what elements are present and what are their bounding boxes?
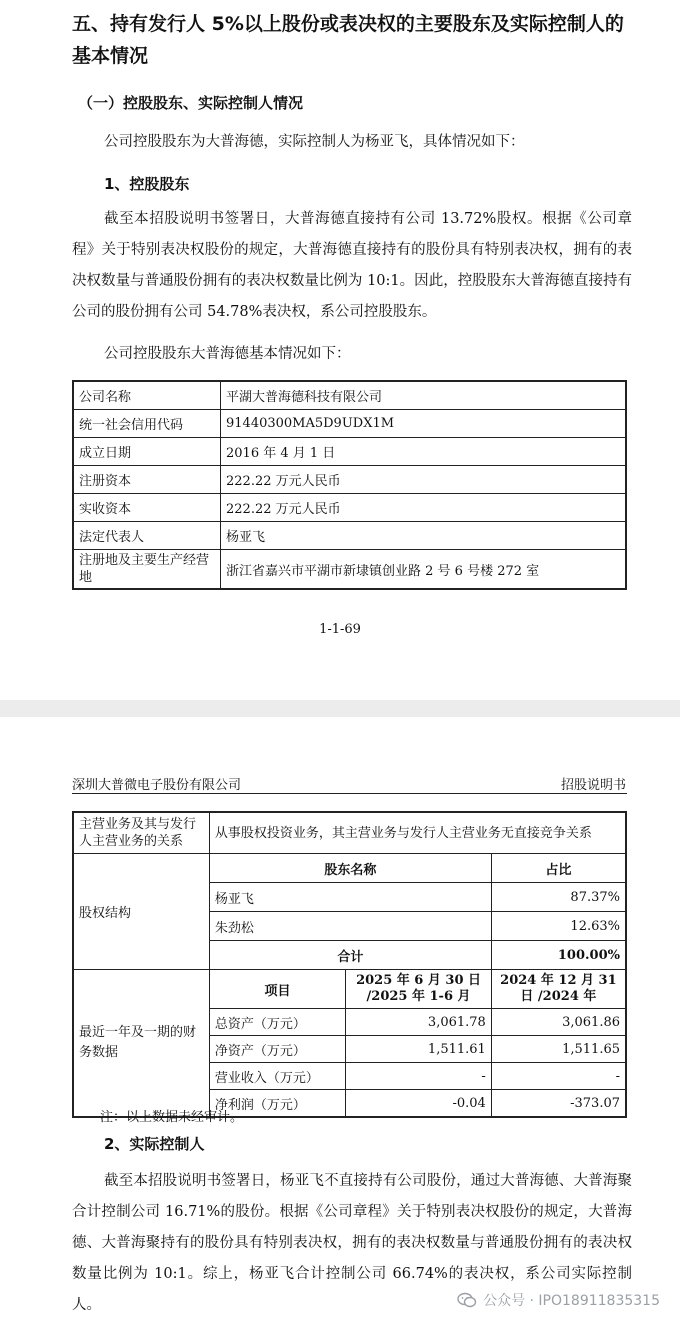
company-table-row <box>73 438 626 466</box>
fin-item: 营业收入（万元） <box>209 1063 345 1090</box>
actual-controller-paragraph: 截至本招股说明书签署日，杨亚飞不直接持有公司股份，通过大普海德、大普海聚合计控制公司 16.71%的股份。根据《公司章程》关于特别表决权股份的规定，大普海德、大普海聚持有的股份具有特别表决权，拥有的表决权数量与普通股份拥有的表决权数量比例为 10:1。综上，杨亚飞合计控制公司 66.74%的表决权，系公司实际控制人。 <box>72 1173 632 1313</box>
company-field-label: 注册地及主要生产经营地 <box>73 550 221 590</box>
fin-value-2025: 3,061.78 <box>346 1009 492 1036</box>
company-field-label: 统一社会信用代码 <box>73 410 221 438</box>
fin-value-2024: 1,511.65 <box>491 1036 626 1063</box>
company-field-label: 法定代表人 <box>73 522 221 550</box>
equity-total-pct: 100.00% <box>491 941 626 970</box>
table-row <box>73 812 626 854</box>
fin-item: 净利润（万元） <box>209 1090 345 1118</box>
company-field-value: 杨亚飞 <box>221 522 627 550</box>
header-company: 深圳大普微电子股份有限公司 <box>72 778 242 793</box>
equity-pct: 87.37% <box>491 883 626 912</box>
watermark <box>457 1290 660 1310</box>
fin-item: 总资产（万元） <box>209 1009 345 1036</box>
heading-actual-controller: 2、实际控制人 <box>104 1135 205 1153</box>
company-field-value: 平湖大普海德科技有限公司 <box>221 381 627 410</box>
company-info-table <box>72 380 627 590</box>
heading-controlling-shareholder: 1、控股股东 <box>104 175 190 193</box>
fin-value-2025: -0.04 <box>346 1090 492 1118</box>
company-field-value: 2016 年 4 月 1 日 <box>221 438 627 466</box>
watermark-text: 公众号 · IPO18911835315 <box>483 1293 660 1309</box>
equity-head-name: 股东名称 <box>209 854 491 883</box>
header-rule <box>72 793 627 794</box>
fin-head-2025: 2025 年 6 月 30 日 /2025 年 1-6 月 <box>346 970 492 1009</box>
intro-paragraph: 公司控股股东为大普海德，实际控制人为杨亚飞，具体情况如下： <box>104 134 525 150</box>
page-separator <box>0 700 680 717</box>
equity-total-label: 合计 <box>209 941 491 970</box>
company-field-label: 注册资本 <box>73 466 221 494</box>
equity-name: 朱劲松 <box>209 912 491 941</box>
page-number: 1-1-69 <box>319 622 361 637</box>
controlling-shareholder-paragraph: 截至本招股说明书签署日，大普海德直接持有公司 13.72%股权。根据《公司章程》关于特别表决权股份的规定，大普海德直接持有的股份具有特别表决权，拥有的表决权数量与普通股份拥有的表决权数量比例为 10:1。因此，控股股东大普海德直接持有公司的股份拥有公司 54.78%表决权，系公司控股股东。 <box>72 211 632 320</box>
table-row <box>73 970 626 1009</box>
fin-value-2024: - <box>491 1063 626 1090</box>
company-table-row <box>73 410 626 438</box>
equity-label: 股权结构 <box>73 854 209 970</box>
header-doc-type: 招股说明书 <box>560 778 626 793</box>
shareholder-details-table <box>72 811 627 1118</box>
table-intro: 公司控股股东大普海德基本情况如下： <box>104 346 351 362</box>
fin-value-2025: - <box>346 1063 492 1090</box>
company-field-value: 222.22 万元人民币 <box>221 466 627 494</box>
company-field-label: 公司名称 <box>73 381 221 410</box>
company-table-row <box>73 522 626 550</box>
company-field-value: 浙江省嘉兴市平湖市新埭镇创业路 2 号 6 号楼 272 室 <box>221 550 627 590</box>
equity-pct: 12.63% <box>491 912 626 941</box>
table-row <box>73 854 626 883</box>
fin-head-2024: 2024 年 12 月 31 日 /2024 年 <box>491 970 626 1009</box>
fin-value-2024: 3,061.86 <box>491 1009 626 1036</box>
company-table-row <box>73 466 626 494</box>
company-field-value: 222.22 万元人民币 <box>221 494 627 522</box>
wechat-icon <box>457 1292 477 1308</box>
fin-value-2024: -373.07 <box>491 1090 626 1118</box>
section-title: 五、持有发行人 5%以上股份或表决权的主要股东及实际控制人的基本情况 <box>72 13 624 67</box>
company-table-row <box>73 550 626 590</box>
business-label: 主营业务及其与发行人主营业务的关系 <box>73 812 209 854</box>
company-field-label: 成立日期 <box>73 438 221 466</box>
fin-value-2025: 1,511.61 <box>346 1036 492 1063</box>
fin-head-item: 项目 <box>209 970 345 1009</box>
company-table-row <box>73 381 626 410</box>
table-note: 注：以上数据未经审计。 <box>100 1110 244 1125</box>
financial-label: 最近一年及一期的财务数据 <box>73 970 209 1118</box>
document-page-2 <box>0 717 680 1327</box>
subsection-title: （一）控股股东、实际控制人情况 <box>78 94 304 112</box>
equity-name: 杨亚飞 <box>209 883 491 912</box>
equity-head-pct: 占比 <box>491 854 626 883</box>
company-field-value: 91440300MA5D9UDX1M <box>221 410 627 438</box>
business-value: 从事股权投资业务，其主营业务与发行人主营业务无直接竞争关系 <box>209 812 626 854</box>
company-field-label: 实收资本 <box>73 494 221 522</box>
fin-item: 净资产（万元） <box>209 1036 345 1063</box>
company-table-row <box>73 494 626 522</box>
